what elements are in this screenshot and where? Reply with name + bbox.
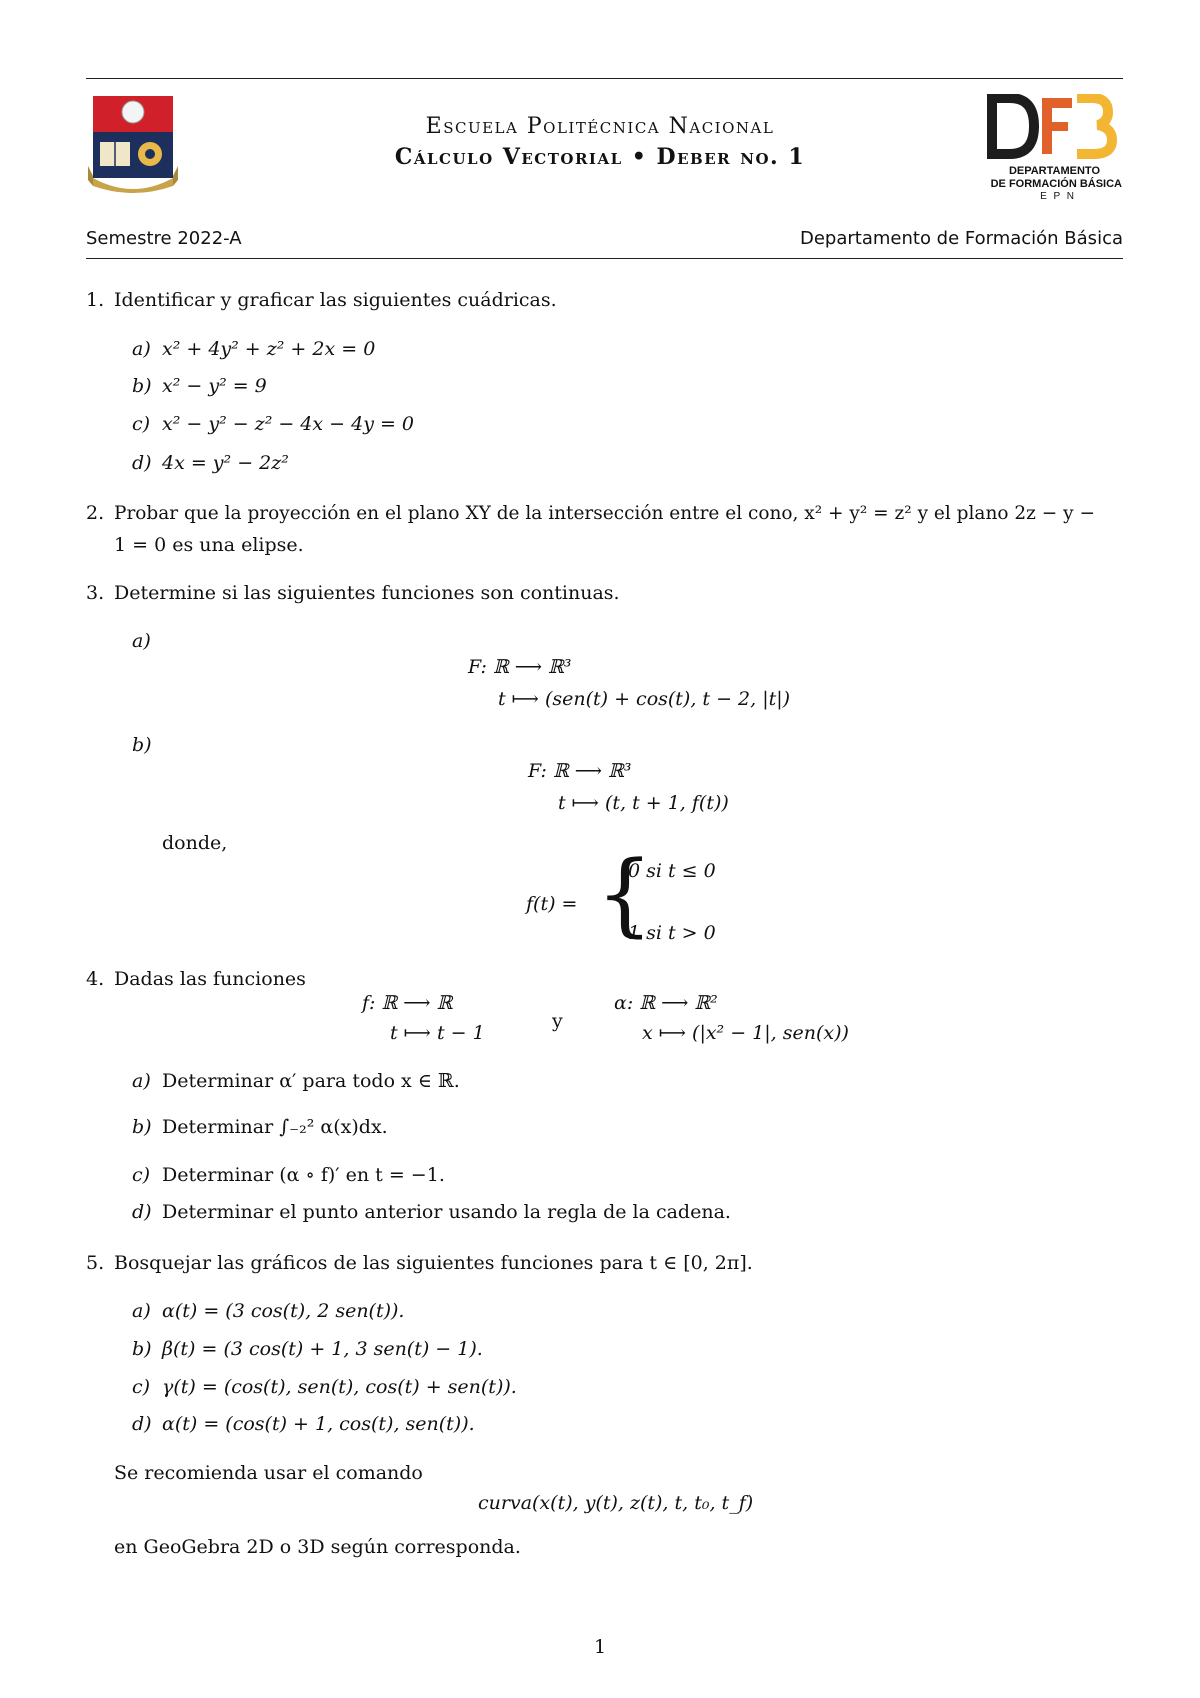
dfb-logo	[972, 94, 1122, 204]
q3b-map-line2: t ⟼ (t, t + 1, f(t))	[558, 792, 729, 814]
header-rule	[86, 258, 1123, 259]
q5-item-b	[132, 1338, 483, 1360]
item-label: d)	[132, 452, 152, 474]
item-text: Determinar α′ para todo x ∈ ℝ.	[162, 1070, 460, 1092]
q3a-map-line2: t ⟼ (sen(t) + cos(t), t − 2, |t|)	[498, 688, 791, 710]
item-expr: x² + 4y² + z² + 2x = 0	[162, 338, 376, 360]
item-text: Determinar el punto anterior usando la regla de la cadena.	[162, 1201, 731, 1223]
dfb-logo-text-2: DE FORMACIÓN BÁSICA	[990, 178, 1122, 190]
question-number: 1.	[86, 289, 105, 311]
question-text: Probar que la proyección en el plano XY de la intersección entre el cono, x² + y² = z² y el plano 2z − y −	[114, 503, 1096, 524]
q3a-map-line1: F: ℝ ⟶ ℝ³	[468, 656, 572, 678]
item-expr: x² − y² − z² − 4x − 4y = 0	[162, 413, 415, 435]
q4-item-b	[132, 1116, 388, 1138]
question-2	[86, 502, 1095, 524]
question-number: 5.	[86, 1252, 105, 1274]
q1-item-b	[132, 375, 267, 397]
q5-command: curva(x(t), y(t), z(t), t, t₀, t_f)	[478, 1492, 754, 1514]
dfb-logo-icon	[972, 94, 1122, 160]
question-4	[86, 968, 306, 990]
question-text: Identificar y graficar las siguientes cuádricas.	[114, 289, 557, 311]
piecewise-lhs: f(t) =	[526, 893, 578, 915]
donde-text: donde,	[162, 832, 228, 854]
item-label: a)	[132, 338, 151, 360]
q1-item-c	[132, 413, 414, 435]
item-label: a)	[132, 1070, 151, 1092]
dfb-logo-text-3: E P N	[1040, 191, 1076, 202]
top-rule	[86, 78, 1123, 79]
question-number: 4.	[86, 968, 105, 990]
q4-alpha-map-line1: α: ℝ ⟶ ℝ²	[614, 992, 718, 1014]
item-text: Determinar ∫₋₂² α(x)dx.	[162, 1116, 388, 1138]
q5-recommend: Se recomienda usar el comando	[114, 1462, 423, 1484]
item-expr: α(t) = (3 cos(t), 2 sen(t)).	[162, 1300, 405, 1322]
dfb-logo-text-1: DEPARTAMENTO	[1008, 165, 1100, 177]
semester: Semestre 2022-A	[86, 228, 242, 249]
question-1	[86, 289, 557, 311]
piecewise-case-2: 1 si t > 0	[628, 922, 716, 944]
piecewise-case-1: 0 si t ≤ 0	[628, 860, 716, 882]
q4-item-d	[132, 1201, 731, 1223]
item-label: c)	[132, 1376, 151, 1398]
course-line: Cálculo Vectorial • Deber no. 1	[394, 144, 806, 170]
q4-item-c	[132, 1164, 445, 1186]
item-expr: β(t) = (3 cos(t) + 1, 3 sen(t) − 1).	[162, 1338, 483, 1360]
item-label: d)	[132, 1201, 152, 1223]
q5-item-c	[132, 1376, 517, 1398]
q5-closing: en GeoGebra 2D o 3D según corresponda.	[114, 1536, 521, 1558]
q4-alpha-map-line2: x ⟼ (|x² − 1|, sen(x))	[642, 1022, 849, 1044]
q4-f-map-line1: f: ℝ ⟶ ℝ	[362, 992, 453, 1014]
question-number: 3.	[86, 582, 105, 604]
item-expr: x² − y² = 9	[162, 375, 267, 397]
item-label: a)	[132, 1300, 151, 1322]
piecewise-brace: {	[596, 842, 654, 947]
item-expr: α(t) = (cos(t) + 1, cos(t), sen(t)).	[162, 1413, 475, 1435]
question-2-cont: 1 = 0 es una elipse.	[114, 534, 304, 556]
q5-item-a	[132, 1300, 404, 1322]
question-number: 2.	[86, 502, 105, 524]
q5-item-d	[132, 1413, 475, 1435]
question-text: Determine si las siguientes funciones son continuas.	[114, 582, 620, 604]
item-label: b)	[132, 375, 152, 397]
item-label: c)	[132, 1164, 151, 1186]
school-name: Escuela Politécnica Nacional	[425, 114, 775, 139]
item-text: Determinar (α ∘ f)′ en t = −1.	[162, 1164, 445, 1186]
q1-item-a	[132, 338, 375, 360]
q4-item-a	[132, 1070, 460, 1092]
question-5	[86, 1252, 753, 1274]
item-label: b)	[132, 1116, 152, 1138]
item-label: b)	[132, 1338, 152, 1360]
item-expr: γ(t) = (cos(t), sen(t), cos(t) + sen(t)).	[162, 1376, 517, 1398]
q4-y-connector: y	[552, 1010, 563, 1032]
question-text: Dadas las funciones	[114, 968, 306, 990]
department: Departamento de Formación Básica	[799, 228, 1123, 249]
item-expr: 4x = y² − 2z²	[162, 452, 289, 474]
page-number: 1	[593, 1636, 607, 1658]
question-3	[86, 582, 620, 604]
q4-f-map-line2: t ⟼ t − 1	[390, 1022, 485, 1044]
item-label: d)	[132, 1413, 152, 1435]
q3-item-a-label: a)	[132, 630, 151, 652]
item-label: c)	[132, 413, 151, 435]
q3b-map-line1: F: ℝ ⟶ ℝ³	[528, 760, 632, 782]
q3-item-b-label: b)	[132, 734, 152, 756]
question-text: Bosquejar las gráficos de las siguientes funciones para t ∈ [0, 2π].	[114, 1252, 753, 1274]
q1-item-d	[132, 452, 289, 474]
